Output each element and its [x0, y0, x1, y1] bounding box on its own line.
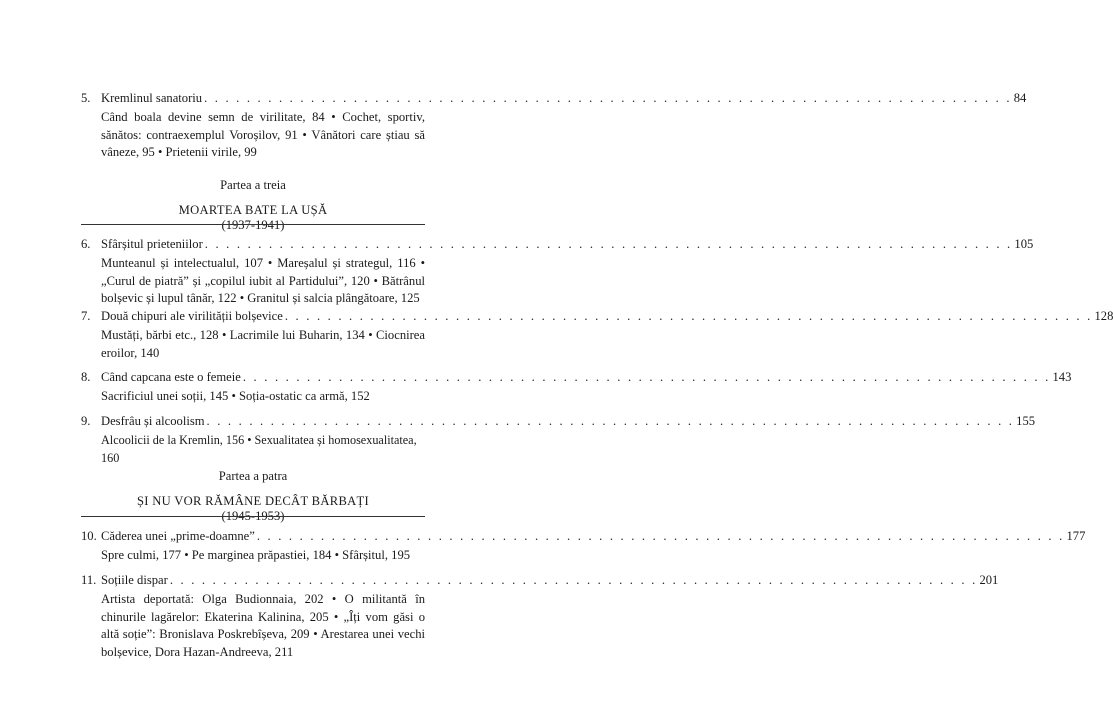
page-number: 201 — [979, 573, 999, 587]
page-number: 105 — [1014, 237, 1034, 251]
dot-leader: . . . . . . . . . . . . . . . . . . . . . . . . . . . . . . . . . . . . . . . . . . . . . . . . . . . . . . . . . . . . . . . . . . . . . . . . . . . . — [169, 573, 978, 587]
chapter-number: 11. — [81, 573, 97, 587]
chapter-number: 10. — [81, 529, 97, 543]
chapter-number: 5. — [81, 91, 91, 105]
chapter-subsections: Spre culmi, 177 • Pe marginea prăpastiei, 184 • Sfârșitul, 195 — [101, 548, 411, 562]
toc-entry-7 — [81, 308, 1113, 362]
dot-leader: . . . . . . . . . . . . . . . . . . . . . . . . . . . . . . . . . . . . . . . . . . . . . . . . . . . . . . . . . . . . . . . . . . . . . . . . . . . . — [256, 529, 1065, 543]
chapter-subsections: Munteanul și intelectualul, 107 • Mareșalul și strategul, 116 • „Curul de piatră” și „copilul iubit al Partidului”, 120 • Bătrânul bolșevic și lupul tânăr, 122 • Granitul și salcia plângătoare, 125 — [101, 256, 425, 305]
part-title: ȘI NU VOR RĂMÂNE DECÂT BĂRBAȚI — [136, 494, 370, 508]
page-number: 143 — [1052, 370, 1072, 384]
chapter-title: Desfrâu și alcoolism — [101, 414, 205, 428]
chapter-title: Căderea unei „prime-doamne” — [101, 529, 255, 543]
toc-entry-head — [81, 369, 1072, 385]
page-number: 128 — [1094, 309, 1113, 323]
toc-entry-9 — [81, 413, 1036, 467]
toc-entry-11 — [81, 572, 999, 661]
page-number: 177 — [1066, 529, 1086, 543]
toc-entry-10 — [81, 528, 1086, 565]
toc-entry-8 — [81, 369, 1072, 406]
chapter-number: 8. — [81, 370, 91, 384]
part-label: Partea a patra — [218, 469, 288, 483]
page-number: 84 — [1013, 91, 1027, 105]
part-divider — [81, 516, 425, 517]
page-number: 155 — [1016, 414, 1036, 428]
part-title: MOARTEA BATE LA UȘĂ — [178, 203, 328, 217]
chapter-number: 7. — [81, 309, 91, 323]
chapter-title: Două chipuri ale virilității bolșevice — [101, 309, 283, 323]
dot-leader: . . . . . . . . . . . . . . . . . . . . . . . . . . . . . . . . . . . . . . . . . . . . . . . . . . . . . . . . . . . . . . . . . . . . . . . . . . . . — [242, 370, 1051, 384]
chapter-subsections: Când boala devine semn de virilitate, 84 • Cochet, sportiv, sănătos: contraexemplul Voroșilov, 91 • Vânători care știau să vâneze, 95 • Prietenii virile, 99 — [101, 110, 425, 159]
chapter-subsections: Sacrificiul unei soții, 145 • Soția-ostatic ca armă, 152 — [101, 389, 370, 403]
chapter-title: Kremlinul sanatoriu — [101, 91, 203, 105]
chapter-number: 6. — [81, 237, 91, 251]
toc-entry-head — [81, 413, 1036, 429]
chapter-subsections: Alcoolicii de la Kremlin, 156 • Sexualitatea și homosexualitatea, 160 — [101, 433, 417, 465]
dot-leader: . . . . . . . . . . . . . . . . . . . . . . . . . . . . . . . . . . . . . . . . . . . . . . . . . . . . . . . . . . . . . . . . . . . . . . . . . . . . — [204, 237, 1013, 251]
toc-entry-head — [81, 308, 1113, 324]
part-divider — [81, 224, 425, 225]
toc-entry-head — [81, 236, 1034, 252]
dot-leader: . . . . . . . . . . . . . . . . . . . . . . . . . . . . . . . . . . . . . . . . . . . . . . . . . . . . . . . . . . . . . . . . . . . . . . . . . . . . — [284, 309, 1093, 323]
chapter-title: Soțiile dispar — [101, 573, 168, 587]
part-years: (1937-1941) — [221, 218, 285, 232]
part-label: Partea a treia — [220, 178, 286, 192]
toc-entry-head — [81, 528, 1086, 544]
toc-entry-head — [81, 572, 999, 588]
toc-entry-6 — [81, 236, 1034, 308]
chapter-title: Sfârșitul prieteniilor — [101, 237, 203, 251]
chapter-number: 9. — [81, 414, 91, 428]
chapter-subsections: Mustăți, bărbi etc., 128 • Lacrimile lui Buharin, 134 • Ciocnirea eroilor, 140 — [101, 328, 425, 360]
chapter-title: Când capcana este o femeie — [101, 370, 241, 384]
toc-entry-head — [81, 90, 1027, 106]
chapter-subsections: Artista deportată: Olga Budionnaia, 202 • O militantă în chinurile lagărelor: Ekaterina Kalinina, 205 • „Îți vom găsi o altă soție”: Bronislava Poskrebîșeva, 209 • Arestarea unei vechi bolșevice, Dora Hazan-Andreeva, 211 — [101, 592, 425, 659]
part-years: (1945-1953) — [221, 509, 285, 523]
toc-entry-5 — [81, 90, 1027, 162]
dot-leader: . . . . . . . . . . . . . . . . . . . . . . . . . . . . . . . . . . . . . . . . . . . . . . . . . . . . . . . . . . . . . . . . . . . . . . . . . . . . — [206, 414, 1015, 428]
dot-leader: . . . . . . . . . . . . . . . . . . . . . . . . . . . . . . . . . . . . . . . . . . . . . . . . . . . . . . . . . . . . . . . . . . . . . . . . . . . . — [204, 91, 1012, 105]
